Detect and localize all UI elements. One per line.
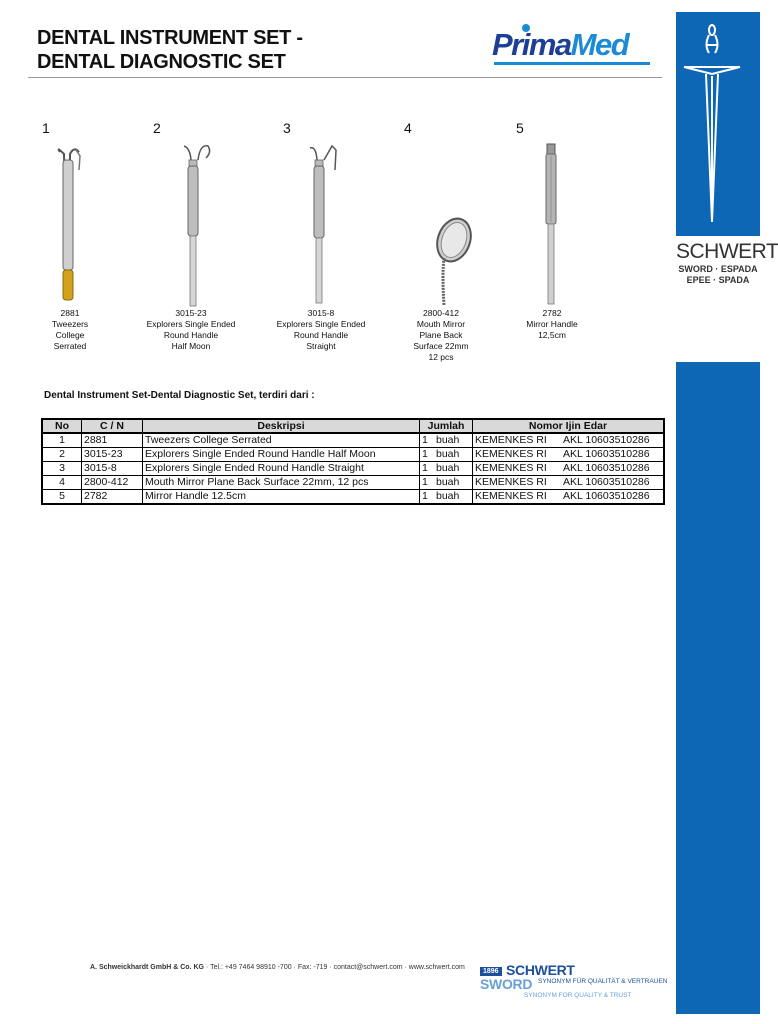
footer-schwert-logo xyxy=(480,962,670,1002)
set-heading: Dental Instrument Set-Dental Diagnostic Set, terdiri dari : xyxy=(44,390,315,401)
cell-no: 2 xyxy=(42,448,82,462)
side-band-bottom xyxy=(676,362,760,1014)
footer-contact: · Tel.: +49 7464 98910 -700 · Fax: -719 · contact@schwert.com · www.schwert.com xyxy=(203,964,465,971)
header-no: No xyxy=(42,419,82,433)
footer-company: A. Schweickhardt GmbH & Co. KG xyxy=(90,964,204,971)
cell-nie: KEMENKES RI AKL 10603510286 xyxy=(473,448,665,462)
cell-nie: KEMENKES RI AKL 10603510286 xyxy=(473,476,665,490)
instrument-caption-3: 3015-8 Explorers Single Ended Round Handle Straight xyxy=(276,308,366,351)
cell-no: 3 xyxy=(42,462,82,476)
side-brand-name: SCHWERT xyxy=(676,240,778,263)
instrument-number-3: 3 xyxy=(283,120,291,136)
instrument-caption-5: 2782 Mirror Handle 12,5cm xyxy=(526,308,578,340)
logo-underline xyxy=(494,62,650,65)
instrument-caption-4: 2800-412 Mouth Mirror Plane Back Surface 22mm 12 pcs xyxy=(413,308,469,362)
footer-address xyxy=(90,964,465,971)
table-row xyxy=(42,476,664,490)
table-row xyxy=(42,448,664,462)
cell-desc: Tweezers College Serrated xyxy=(143,433,420,448)
primamed-logo xyxy=(492,22,654,68)
footer-brand-sword: SWORD xyxy=(480,976,533,992)
footer-year: 1896 xyxy=(480,967,502,976)
cell-desc: Explorers Single Ended Round Handle Half Moon xyxy=(143,448,420,462)
header-cn: C / N xyxy=(82,419,143,433)
cell-desc: Mirror Handle 12.5cm xyxy=(143,490,420,505)
table-row xyxy=(42,433,664,448)
mirror-handle-icon xyxy=(536,140,566,305)
cell-no: 1 xyxy=(42,433,82,448)
footer-tagline-de: SYNONYM FÜR QUALITÄT & VERTRAUEN xyxy=(538,978,668,985)
instrument-caption-2: 3015-23 Explorers Single Ended Round Handle Half Moon xyxy=(146,308,236,351)
explorer-straight-icon xyxy=(302,140,342,305)
footer-brand-schwert: SCHWERT xyxy=(506,962,575,978)
cell-desc: Mouth Mirror Plane Back Surface 22mm, 12 pcs xyxy=(143,476,420,490)
cell-nie: KEMENKES RI AKL 10603510286 xyxy=(473,433,665,448)
page-title-line2: DENTAL DIAGNOSTIC SET xyxy=(37,51,286,73)
cell-cn: 2782 xyxy=(82,490,143,505)
instrument-number-4: 4 xyxy=(404,120,412,136)
cell-cn: 3015-8 xyxy=(82,462,143,476)
cell-desc: Explorers Single Ended Round Handle Straight xyxy=(143,462,420,476)
cell-jumlah: 1 buah xyxy=(420,476,473,490)
cell-jumlah: 1 buah xyxy=(420,433,473,448)
logo-med-text: Med xyxy=(570,27,629,62)
instrument-table xyxy=(41,418,665,505)
schwert-side-logo xyxy=(676,236,778,286)
sword-icon xyxy=(676,12,760,236)
instrument-number-2: 2 xyxy=(153,120,161,136)
page-title xyxy=(37,26,303,74)
cell-cn: 2881 xyxy=(82,433,143,448)
cell-jumlah: 1 buah xyxy=(420,462,473,476)
instrument-number-1: 1 xyxy=(42,120,50,136)
cell-nie: KEMENKES RI AKL 10603510286 xyxy=(473,490,665,505)
cell-nie: KEMENKES RI AKL 10603510286 xyxy=(473,462,665,476)
side-brand-sub1: SWORD · ESPADA xyxy=(678,264,758,274)
page-title-line1: DENTAL INSTRUMENT SET - xyxy=(37,27,303,49)
table-row xyxy=(42,462,664,476)
logo-prima-text: Prima xyxy=(492,27,571,62)
cell-cn: 3015-23 xyxy=(82,448,143,462)
side-band-top xyxy=(676,12,760,236)
cell-no: 5 xyxy=(42,490,82,505)
tweezers-icon xyxy=(48,140,88,305)
instrument-number-5: 5 xyxy=(516,120,524,136)
title-divider xyxy=(28,77,662,78)
table-row xyxy=(42,490,664,505)
cell-jumlah: 1 buah xyxy=(420,490,473,505)
instrument-caption-1: 2881 Tweezers College Serrated xyxy=(51,308,89,351)
cell-no: 4 xyxy=(42,476,82,490)
header-deskripsi: Deskripsi xyxy=(143,419,420,433)
explorer-half-moon-icon xyxy=(176,140,216,305)
table-header-row xyxy=(42,419,664,433)
footer-tagline-en: SYNONYM FOR QUALITY & TRUST xyxy=(524,992,632,999)
cell-jumlah: 1 buah xyxy=(420,448,473,462)
cell-cn: 2800-412 xyxy=(82,476,143,490)
side-brand-sub2: EPEE · SPADA xyxy=(686,275,750,285)
header-nomor-ijin-edar: Nomor Ijin Edar xyxy=(473,419,665,433)
header-jumlah: Jumlah xyxy=(420,419,473,433)
mouth-mirror-icon xyxy=(422,140,478,305)
